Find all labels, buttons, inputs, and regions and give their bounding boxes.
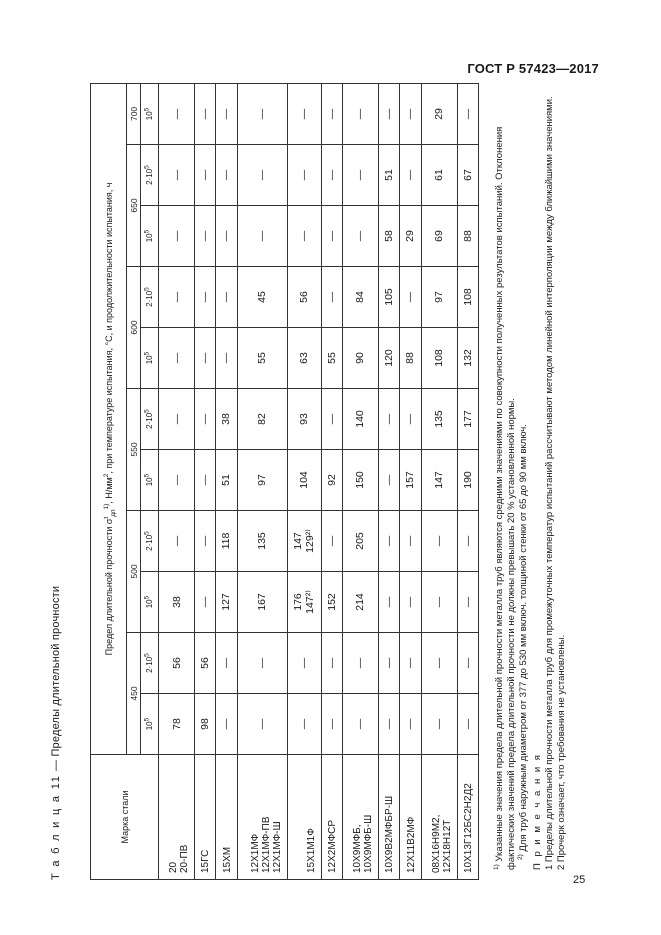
strength-header: Предел длительной прочности $\sigma^t_{дп}^{1)}$, $Н/мм^2$, при температуре испытания, °С, и продолжительности испытания, ч <box>91 83 127 754</box>
table-row <box>195 83 216 879</box>
value-cell: — <box>400 145 421 206</box>
value-cell: 58 <box>378 206 399 267</box>
value-cell: — <box>378 633 399 694</box>
temperature-header: 500 <box>127 511 141 633</box>
steel-grade-line: 10Х9МФБ-Ш <box>362 814 374 873</box>
value-cell: — <box>400 389 421 450</box>
value-cell: — <box>421 572 457 633</box>
note-1: 1 Пределы длительной прочности металла труб для промежуточных температур испытаний рассчитывают методом линейной интерполяции между ближайшими значениями. <box>544 96 555 870</box>
steel-grade-cell <box>400 755 421 880</box>
duration-header: $2\cdot 10^5$ <box>141 511 159 572</box>
table-row <box>342 83 378 879</box>
value-cell: — <box>216 206 237 267</box>
table-caption-label: Т а б л и ц а 11 <box>50 774 62 880</box>
value-cell: 214 <box>342 572 378 633</box>
value-cell: 51 <box>378 145 399 206</box>
value-cell: — <box>321 633 342 694</box>
duration-header: $2\cdot 10^5$ <box>141 145 159 206</box>
value-cell: 105 <box>378 267 399 328</box>
value-cell: 38 <box>159 572 195 633</box>
steel-grade-line: 15Х1М1Ф <box>305 828 317 873</box>
table-row <box>216 83 237 879</box>
footnote-2: $^{2)}$ Для труб наружным диаметром от 377 до 530 мм включ. толщиной стенки от 65 до 90 мм включ. <box>516 424 529 860</box>
duration-header: $10^5$ <box>141 450 159 511</box>
value-cell: — <box>400 633 421 694</box>
value-cell: — <box>159 206 195 267</box>
value-cell: — <box>288 633 321 694</box>
table-caption-title: — Пределы длительной прочности <box>50 585 62 775</box>
value-cell: — <box>237 206 288 267</box>
table-row <box>237 83 288 879</box>
value-cell: 135 <box>421 389 457 450</box>
duration-header: $2\cdot 10^5$ <box>141 389 159 450</box>
strength-header-rest: , Н/мм <box>103 477 114 504</box>
steel-grade-line: 12Х18Н12Т <box>441 819 453 873</box>
value-cell: — <box>159 389 195 450</box>
steel-grade-cell <box>237 755 288 880</box>
value-cell: 147 129²⁾ <box>288 511 321 572</box>
duration-header: $2\cdot 10^5$ <box>141 633 159 694</box>
value-cell: 78 <box>159 694 195 755</box>
value-cell: 177 <box>457 389 478 450</box>
value-cell: — <box>159 511 195 572</box>
value-cell: — <box>321 389 342 450</box>
value-cell: — <box>288 83 321 144</box>
steel-grade-line: 10Х9МФБ, <box>351 824 363 873</box>
value-cell: — <box>400 572 421 633</box>
steel-grade-cell <box>321 755 342 880</box>
value-cell: — <box>159 145 195 206</box>
value-cell: — <box>159 450 195 511</box>
footnote-1: $^{1)}$ Указанные значения предела длительной прочности металла труб являются средними значениями по совокупности полученных результатов испытаний. Отклонения фактических значений предела длительной прочности не должны превышать 20 % установленной нормы. <box>492 126 517 870</box>
value-cell: — <box>421 694 457 755</box>
value-cell: — <box>237 633 288 694</box>
steel-grade-cell <box>216 755 237 880</box>
value-cell: 45 <box>237 267 288 328</box>
value-cell: 190 <box>457 450 478 511</box>
steel-grade-line: 20-ПВ <box>179 844 190 873</box>
value-cell: — <box>321 694 342 755</box>
table-row <box>457 83 478 879</box>
duration-header: $10^5$ <box>141 206 159 267</box>
value-cell: — <box>342 206 378 267</box>
steel-grade-cell <box>457 755 478 880</box>
steel-grade-line: 12Х2МФСР <box>326 819 338 873</box>
value-cell: 176 147²⁾ <box>288 572 321 633</box>
table-row <box>288 83 321 879</box>
document-code: ГОСТ Р 57423—2017 <box>467 61 599 76</box>
value-cell: — <box>195 328 216 389</box>
value-cell: 104 <box>288 450 321 511</box>
value-cell: 98 <box>195 694 216 755</box>
note-2: 2 Прочерк означает, что требования не установлены. <box>556 634 567 870</box>
steel-grade-line: 12Х1МФ-ПВ <box>261 816 273 873</box>
value-cell: — <box>321 511 342 572</box>
strength-header-tail: , при температуре испытания, °С, и продолжительности испытания, ч <box>103 182 114 474</box>
value-cell: 147 <box>421 450 457 511</box>
value-cell: — <box>321 267 342 328</box>
value-cell: 108 <box>421 328 457 389</box>
value-cell: 135 <box>237 511 288 572</box>
value-cell: 82 <box>237 389 288 450</box>
value-cell: 97 <box>421 267 457 328</box>
steel-grade-line: 15ХМ <box>221 846 233 873</box>
value-cell: — <box>400 267 421 328</box>
duration-header: $10^5$ <box>141 328 159 389</box>
value-cell: — <box>195 83 216 144</box>
value-cell: — <box>216 694 237 755</box>
value-cell: 205 <box>342 511 378 572</box>
value-cell: — <box>216 267 237 328</box>
value-cell: 56 <box>288 267 321 328</box>
value-cell: 118 <box>216 511 237 572</box>
value-cell: — <box>159 83 195 144</box>
value-cell: 127 <box>216 572 237 633</box>
value-cell: — <box>321 145 342 206</box>
table-header <box>91 83 159 879</box>
value-cell: — <box>400 694 421 755</box>
value-cell: — <box>321 206 342 267</box>
value-cell: 88 <box>457 206 478 267</box>
steel-grade-cell <box>195 755 216 880</box>
value-cell: 55 <box>237 328 288 389</box>
steel-grade-cell <box>288 755 321 880</box>
value-cell: — <box>400 83 421 144</box>
value-cell: — <box>237 83 288 144</box>
strength-header-main: Предел длительной прочности σ <box>103 518 114 656</box>
value-cell: 108 <box>457 267 478 328</box>
steel-grade-line: 12Х1МФ <box>250 833 262 873</box>
temperature-header: 700 <box>127 83 141 144</box>
value-cell: — <box>378 511 399 572</box>
value-cell: — <box>342 633 378 694</box>
value-cell: — <box>195 389 216 450</box>
value-cell: 92 <box>321 450 342 511</box>
temperature-header: 600 <box>127 267 141 389</box>
value-cell: — <box>159 328 195 389</box>
steel-grade-cell <box>342 755 378 880</box>
value-cell: — <box>342 145 378 206</box>
value-cell: 29 <box>421 83 457 144</box>
value-cell: 84 <box>342 267 378 328</box>
value-cell: — <box>457 83 478 144</box>
strength-table <box>90 83 479 880</box>
value-cell: — <box>421 511 457 572</box>
value-cell: 38 <box>216 389 237 450</box>
value-cell: — <box>378 83 399 144</box>
duration-header: $10^5$ <box>141 83 159 144</box>
value-cell: — <box>237 145 288 206</box>
notes-title: П р и м е ч а н и я <box>532 753 543 870</box>
value-cell: — <box>159 267 195 328</box>
value-cell: — <box>195 267 216 328</box>
duration-header: $10^5$ <box>141 572 159 633</box>
steel-grade-cell <box>378 755 399 880</box>
steel-grade-line: 10Х9В2МФБР-Ш <box>384 795 396 873</box>
value-cell: — <box>457 694 478 755</box>
value-cell: — <box>216 83 237 144</box>
value-cell: 69 <box>421 206 457 267</box>
temperature-header: 650 <box>127 145 141 267</box>
value-cell: — <box>288 694 321 755</box>
value-cell: 56 <box>159 633 195 694</box>
value-cell: — <box>195 511 216 572</box>
value-cell: — <box>378 694 399 755</box>
steel-grade-line: 08Х16Н9М2, <box>430 814 442 873</box>
table-notes <box>494 90 568 880</box>
table-row <box>400 83 421 879</box>
value-cell: — <box>216 145 237 206</box>
value-cell: 90 <box>342 328 378 389</box>
value-cell: 140 <box>342 389 378 450</box>
value-cell: 67 <box>457 145 478 206</box>
value-cell: 167 <box>237 572 288 633</box>
table-caption <box>40 586 72 880</box>
table-row <box>159 83 195 879</box>
value-cell: — <box>400 511 421 572</box>
value-cell: 55 <box>321 328 342 389</box>
steel-grade-cell <box>421 755 457 880</box>
table-row <box>378 83 399 879</box>
table-row <box>421 83 457 879</box>
value-cell: — <box>378 450 399 511</box>
value-cell: — <box>195 145 216 206</box>
value-cell: — <box>457 511 478 572</box>
value-cell: — <box>195 572 216 633</box>
value-cell: 93 <box>288 389 321 450</box>
temperature-header: 550 <box>127 389 141 511</box>
value-cell: — <box>288 206 321 267</box>
value-cell: 63 <box>288 328 321 389</box>
page-number: 25 <box>573 874 586 886</box>
value-cell: — <box>237 694 288 755</box>
duration-header: $2\cdot 10^5$ <box>141 267 159 328</box>
value-cell: 51 <box>216 450 237 511</box>
value-cell: — <box>378 572 399 633</box>
value-cell: — <box>342 83 378 144</box>
value-cell: — <box>195 450 216 511</box>
value-cell: 61 <box>421 145 457 206</box>
value-cell: — <box>216 328 237 389</box>
value-cell: 120 <box>378 328 399 389</box>
value-cell: 97 <box>237 450 288 511</box>
value-cell: — <box>216 633 237 694</box>
value-cell: 132 <box>457 328 478 389</box>
value-cell: — <box>288 145 321 206</box>
temperature-header: 450 <box>127 633 141 755</box>
steel-grade-line: 10Х13Г12БС2Н2Д2 <box>463 783 474 873</box>
value-cell: — <box>457 572 478 633</box>
value-cell: 150 <box>342 450 378 511</box>
steel-grade-header: Марка стали <box>91 755 159 880</box>
steel-grade-cell <box>159 755 195 880</box>
value-cell: — <box>378 389 399 450</box>
steel-grade-line: 20 <box>168 861 179 873</box>
value-cell: — <box>321 83 342 144</box>
table-row <box>321 83 342 879</box>
value-cell: 29 <box>400 206 421 267</box>
table-body <box>159 83 479 879</box>
steel-grade-line: 12Х1МФ-Ш <box>272 821 284 873</box>
rotated-table-block <box>40 82 570 880</box>
duration-header: $10^5$ <box>141 694 159 755</box>
value-cell: — <box>342 694 378 755</box>
value-cell: 88 <box>400 328 421 389</box>
value-cell: 56 <box>195 633 216 694</box>
value-cell: — <box>457 633 478 694</box>
steel-grade-line: 12Х11В2МФ <box>405 816 417 873</box>
steel-grade-line: 15ГС <box>200 849 212 873</box>
value-cell: 152 <box>321 572 342 633</box>
value-cell: — <box>195 206 216 267</box>
value-cell: 157 <box>400 450 421 511</box>
value-cell: — <box>421 633 457 694</box>
